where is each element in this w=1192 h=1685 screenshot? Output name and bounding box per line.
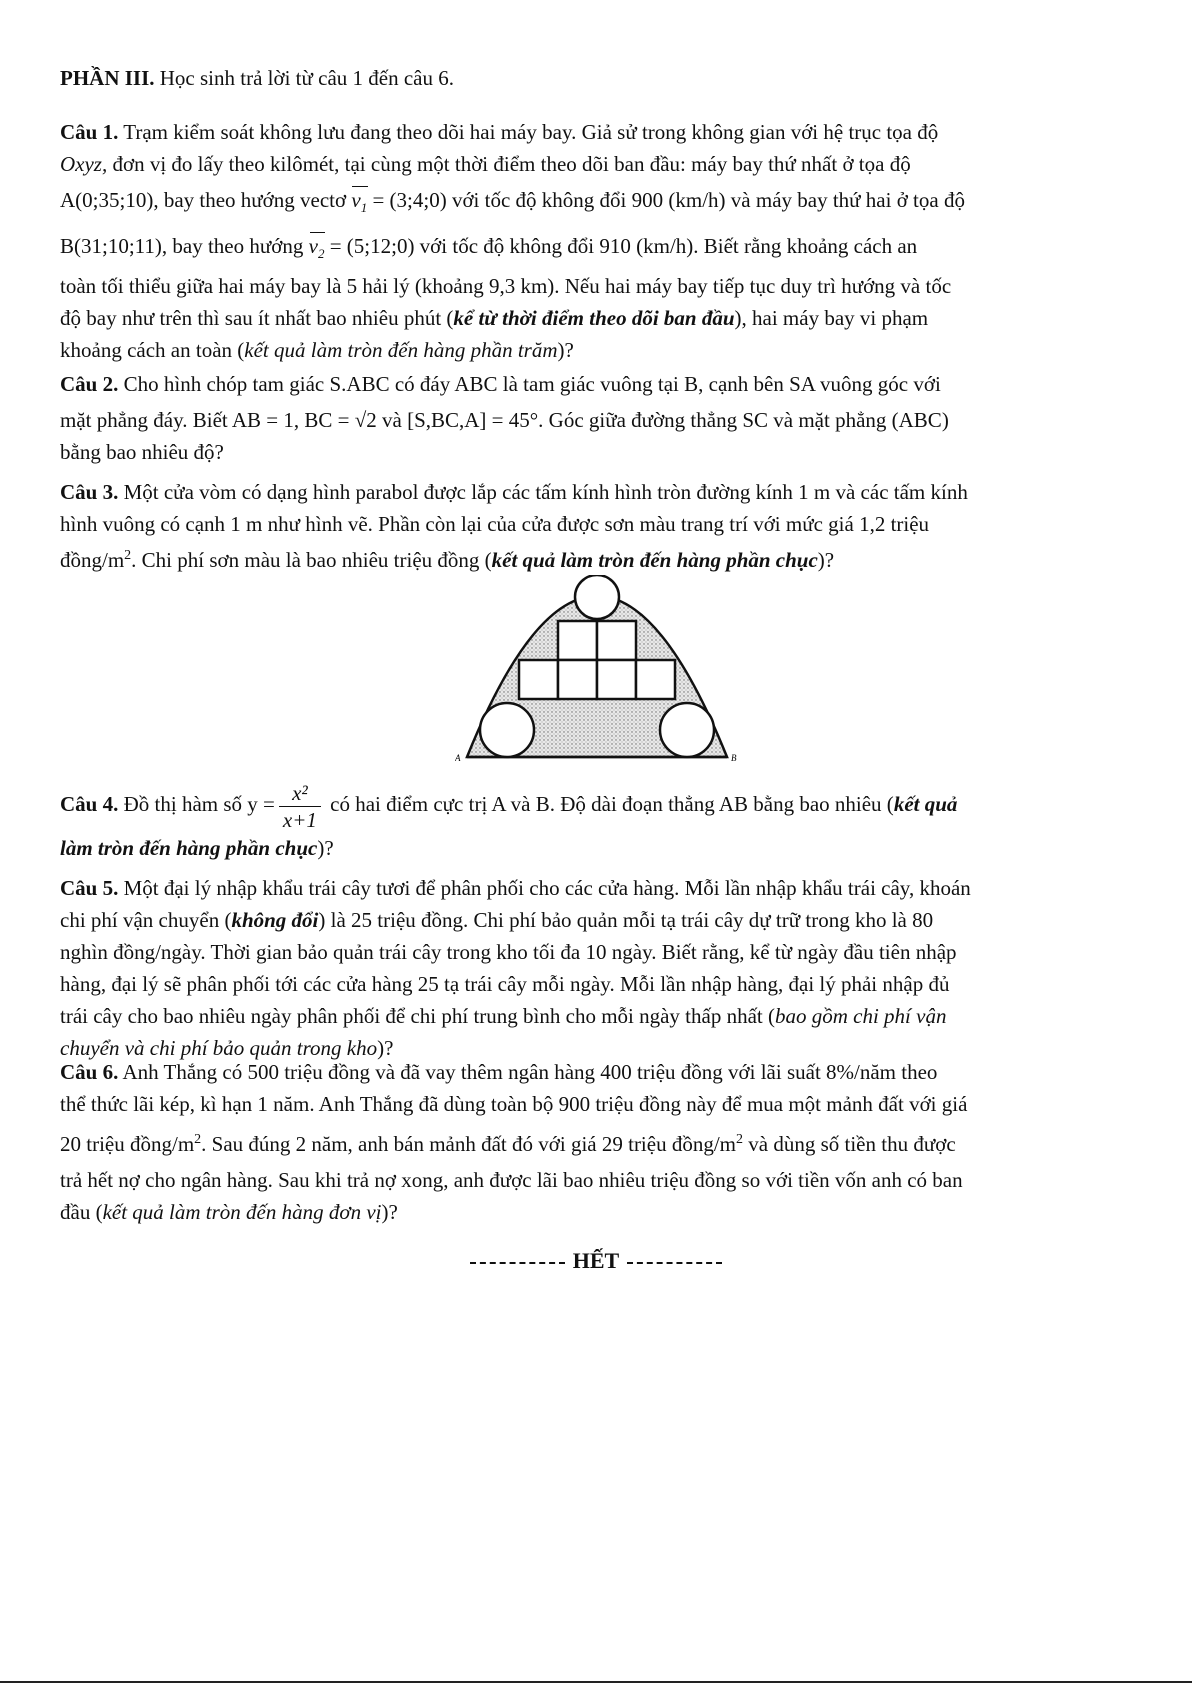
square-glass xyxy=(597,621,636,660)
question-5-line: )? xyxy=(377,1036,394,1060)
superscript: 2 xyxy=(736,1132,744,1147)
question-1-line: Trạm kiểm soát không lưu đang theo dõi hai máy bay. Giả sử trong không gian với hệ trục tọa độ xyxy=(118,120,939,144)
superscript: 2 xyxy=(194,1132,202,1147)
question-6-line: trả hết nợ cho ngân hàng. Sau khi trả nợ xong, anh được lãi bao nhiêu triệu đồng so với tiền vốn anh có ban xyxy=(60,1168,963,1192)
point-a-label: A xyxy=(455,753,461,763)
question-5-line: nghìn đồng/ngày. Thời gian bảo quản trái cây trong kho tối đa 10 ngày. Biết rằng, kể từ ngày đầu tiên nhập xyxy=(60,940,957,964)
vector-v2: $v_2$ xyxy=(309,230,325,270)
square-glass xyxy=(519,660,558,699)
fraction-numerator: x² xyxy=(279,780,321,807)
question-3-line: . Chi phí sơn màu là bao nhiêu triệu đồng ( xyxy=(131,548,492,572)
question-6-line: 20 triệu đồng/m xyxy=(60,1132,195,1156)
question-6-line: thể thức lãi kép, kì hạn 1 năm. Anh Thắng đã dùng toàn bộ 900 triệu đồng này để mua một mảnh đất với giá xyxy=(60,1092,968,1116)
question-1-emphasis: kết quả làm tròn đến hàng phần trăm xyxy=(244,338,558,363)
question-1-line: toàn tối thiểu giữa hai máy bay là 5 hải lý (khoảng 9,3 km). Nếu hai máy bay tiếp tục duy trì hướng và tốc xyxy=(60,274,952,299)
question-2-line: mặt phẳng đáy. Biết AB = 1, BC = √2 và [S,BC,A] = 45°. Góc giữa đường thẳng SC và mặt phẳng (ABC) xyxy=(60,408,949,432)
section-instruction: Học sinh trả lời từ câu 1 đến câu 6. xyxy=(154,66,455,90)
divider xyxy=(627,1262,722,1264)
square-glass xyxy=(558,660,597,699)
question-1-line: độ bay như trên thì sau ít nhất bao nhiêu phút ( xyxy=(60,306,454,331)
question-4 xyxy=(60,776,1140,864)
question-2 xyxy=(60,368,1140,468)
question-1-line: khoảng cách an toàn ( xyxy=(60,338,245,363)
question-1-line: A(0;35;10), bay theo hướng vectơ xyxy=(60,188,347,212)
question-3-label: Câu 3. xyxy=(60,480,119,504)
superscript: 2 xyxy=(124,548,132,563)
end-marker xyxy=(0,1248,1192,1274)
right-circle-glass xyxy=(660,703,714,757)
question-6-line: và dùng số tiền thu được xyxy=(743,1132,956,1156)
question-5-line: hàng, đại lý sẽ phân phối tới các cửa hàng 25 tạ trái cây mỗi ngày. Mỗi lần nhập hàng, đại lý phải nhập đủ xyxy=(60,972,950,996)
question-1-line: Oxyz, xyxy=(60,152,108,176)
question-4-line: )? xyxy=(317,836,334,860)
question-2-line: bằng bao nhiêu độ? xyxy=(60,440,224,464)
question-5-emphasis: không đổi xyxy=(231,908,319,932)
question-4-label: Câu 4. xyxy=(60,792,119,816)
question-4-line: có hai điểm cực trị A và B. Độ dài đoạn thẳng AB bằng bao nhiêu ( xyxy=(324,792,894,816)
question-3-line: Một cửa vòm có dạng hình parabol được lắp các tấm kính hình tròn đường kính 1 m và các tấm kính xyxy=(118,480,968,504)
question-2-label: Câu 2. xyxy=(60,372,119,396)
end-text: HẾT xyxy=(572,1248,620,1273)
fraction-denominator: x+1 xyxy=(282,807,317,832)
question-6-label: Câu 6. xyxy=(60,1060,119,1084)
question-5-line: Một đại lý nhập khẩu trái cây tươi để phân phối cho các cửa hàng. Mỗi lần nhập khẩu trái cây, khoán xyxy=(118,876,971,900)
question-3-emphasis: kết quả làm tròn đến hàng phần chục xyxy=(491,548,818,572)
question-5 xyxy=(60,872,1140,1064)
question-6-line: )? xyxy=(381,1200,398,1224)
divider xyxy=(470,1262,565,1264)
question-6-emphasis: kết quả làm tròn đến hàng đơn vị xyxy=(102,1200,382,1224)
question-4-emphasis: kết quả xyxy=(893,792,958,816)
question-1-label: Câu 1. xyxy=(60,120,119,144)
left-circle-glass xyxy=(480,703,534,757)
question-1-line: ), hai máy bay vi phạm xyxy=(734,306,929,331)
point-b-label: B xyxy=(731,753,737,763)
question-5-label: Câu 5. xyxy=(60,876,119,900)
top-circle-glass xyxy=(575,575,619,619)
question-6-line: Anh Thắng có 500 triệu đồng và đã vay thêm ngân hàng 400 triệu đồng với lãi suất 8%/năm theo xyxy=(118,1060,938,1084)
square-glass xyxy=(558,621,597,660)
question-3-line: hình vuông có cạnh 1 m như hình vẽ. Phần còn lại của cửa được sơn màu trang trí với mức giá 1,2 triệu xyxy=(60,512,930,536)
section-heading xyxy=(60,66,454,91)
question-3-line: đồng/m xyxy=(60,548,125,572)
page-bottom-border xyxy=(0,1681,1192,1683)
question-5-emphasis: bao gồm chi phí vận xyxy=(774,1004,947,1028)
question-3 xyxy=(60,476,1140,576)
question-6-line: . Sau đúng 2 năm, anh bán mảnh đất đó với giá 29 triệu đồng/m xyxy=(201,1132,737,1156)
question-5-line: ) là 25 triệu đồng. Chi phí bảo quản mỗi tạ trái cây dự trữ trong kho là 80 xyxy=(318,908,934,932)
question-4-emphasis: làm tròn đến hàng phần chục xyxy=(60,836,318,860)
question-1-line: B(31;10;11), bay theo hướng xyxy=(60,234,304,259)
question-2-line: Cho hình chóp tam giác S.ABC có đáy ABC là tam giác vuông tại B, cạnh bên SA vuông góc với xyxy=(118,372,941,396)
question-5-emphasis: chuyển và chi phí bảo quản trong kho xyxy=(60,1036,378,1060)
question-6-line: đầu ( xyxy=(60,1200,103,1224)
question-5-line: chi phí vận chuyển ( xyxy=(60,908,232,932)
question-4-line: Đồ thị hàm số y = xyxy=(118,792,275,816)
fraction xyxy=(279,780,321,833)
question-6 xyxy=(60,1056,1140,1228)
parabolic-door-figure xyxy=(455,575,740,765)
vector-v1: $v_1$ xyxy=(351,184,367,224)
question-1 xyxy=(60,116,1140,366)
question-5-line: trái cây cho bao nhiêu ngày phân phối để chi phí trung bình cho mỗi ngày thấp nhất ( xyxy=(60,1004,775,1028)
question-1-line: = (5;12;0) với tốc độ không đổi 910 (km/h). Biết rằng khoảng cách an xyxy=(324,234,918,259)
square-glass xyxy=(597,660,636,699)
square-glass xyxy=(636,660,675,699)
question-1-line: đơn vị đo lấy theo kilômét, tại cùng một thời điểm theo dõi ban đầu: máy bay thứ nhất ở tọa độ xyxy=(107,152,911,176)
question-1-line: )? xyxy=(557,338,574,363)
question-1-emphasis: kể từ thời điểm theo dõi ban đầu xyxy=(453,306,735,331)
section-part: PHẦN III. xyxy=(60,66,155,90)
question-1-line: = (3;4;0) với tốc độ không đổi 900 (km/h) và máy bay thứ hai ở tọa độ xyxy=(367,188,965,212)
question-3-line: )? xyxy=(817,548,835,572)
